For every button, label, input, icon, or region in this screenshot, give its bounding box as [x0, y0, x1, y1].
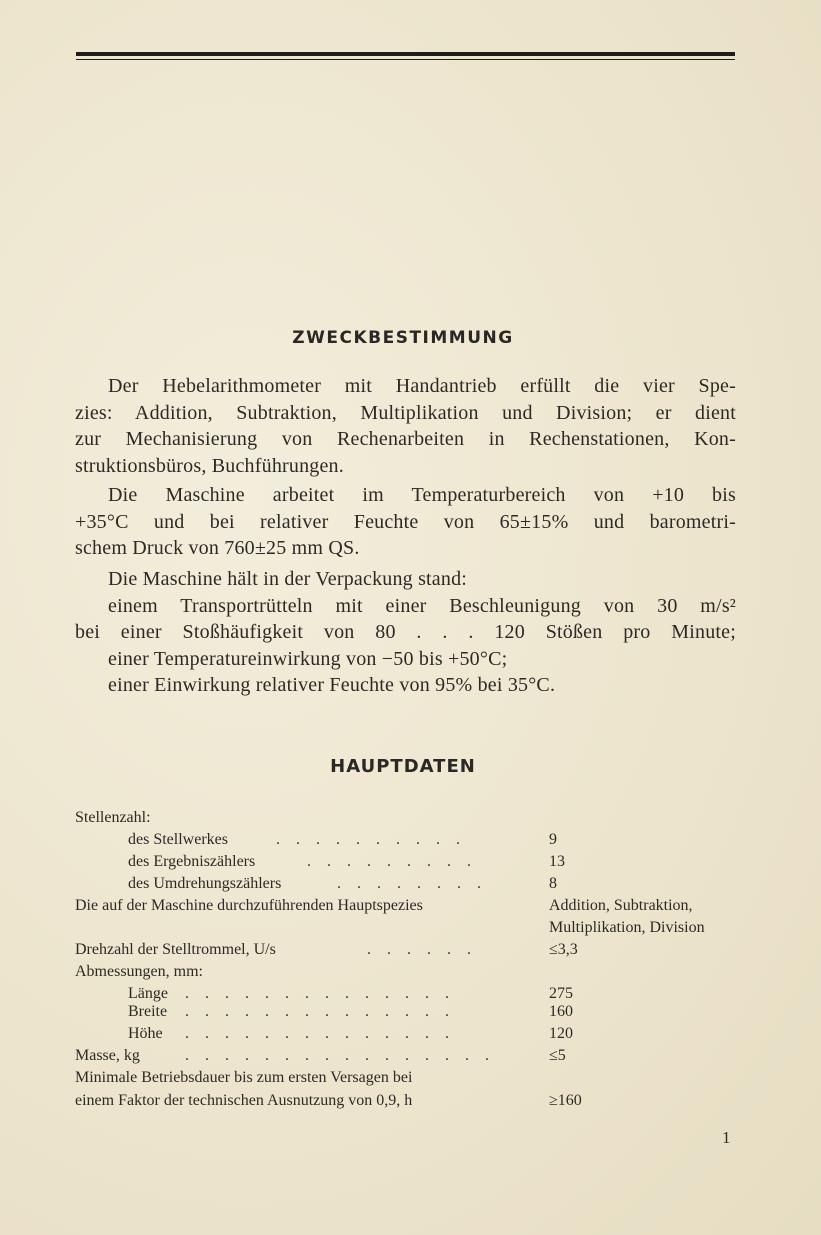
text-line: Die Maschine hält in der Verpackung stand: — [108, 568, 468, 590]
row-value: 9 — [549, 831, 557, 848]
leader-dots: . . . . . . . . . . . . . . — [185, 1025, 455, 1042]
row-value: 13 — [549, 853, 565, 870]
row-label: Drehzahl der Stelltrommel, U/s — [75, 941, 276, 958]
leader-dots: . . . . . . — [367, 941, 477, 958]
row-label: Abmessungen, mm: — [75, 963, 203, 980]
paragraph-purpose — [75, 373, 736, 479]
row-label: Höhe — [128, 1025, 163, 1042]
row-label: Masse, kg — [75, 1047, 140, 1064]
row-label: Stellenzahl: — [75, 809, 151, 826]
text-line: Der Hebelarithmometer mit Handantrieb erfüllt die vier Spe- — [108, 375, 736, 397]
leader-dots: . . . . . . . . . . . . . . — [185, 985, 455, 1002]
row-value: ≥160 — [549, 1092, 582, 1109]
row-label: Länge — [128, 985, 168, 1002]
text-line: +35°C und bei relativer Feuchte von 65±15% und barometri- — [75, 510, 736, 533]
row-label: einem Faktor der technischen Ausnutzung von 0,9, h — [75, 1092, 413, 1109]
leader-dots: . . . . . . . . . . . . . . — [185, 1003, 455, 1020]
leader-dots: . . . . . . . . . . — [276, 831, 466, 848]
page-number: 1 — [722, 1128, 731, 1147]
row-label: des Umdrehungszählers — [128, 875, 282, 892]
text-line: einer Temperatureinwirkung von −50 bis +50°C; — [108, 647, 508, 670]
row-value: 160 — [549, 1003, 573, 1020]
section-title-zweckbestimmung: ZWECKBESTIMMUNG — [292, 328, 514, 348]
text-line: bei einer Stoßhäufigkeit von 80 . . . 120 Stößen pro Minute; — [75, 621, 736, 643]
text-line: Die Maschine arbeitet im Temperaturbereich von +10 bis — [108, 484, 736, 506]
paragraph-operating-conditions — [75, 482, 736, 562]
row-label: des Stellwerkes — [128, 831, 228, 848]
text-line: schem Druck von 760±25 mm QS. — [75, 537, 360, 559]
section-title-hauptdaten: HAUPTDATEN — [330, 756, 476, 777]
top-rule-thick — [76, 52, 735, 56]
row-value: 120 — [549, 1025, 573, 1042]
row-value: 8 — [549, 875, 557, 892]
leader-dots: . . . . . . . . — [337, 875, 487, 892]
leader-dots: . . . . . . . . . — [307, 853, 477, 870]
row-label: Die auf der Maschine durchzuführenden Hauptspezies — [75, 897, 423, 914]
row-label: des Ergebniszählers — [128, 853, 256, 870]
row-value: ≤5 — [549, 1047, 566, 1064]
text-line: zies: Addition, Subtraktion, Multiplikation und Division; er dient — [75, 401, 736, 424]
row-value: 275 — [549, 985, 573, 1002]
text-line: einer Einwirkung relativer Feuchte von 95% bei 35°C. — [108, 674, 556, 696]
row-value: Multiplikation, Division — [549, 919, 705, 936]
text-line: einem Transportrütteln mit einer Beschleunigung von 30 m/s² — [108, 594, 736, 617]
row-label: Breite — [128, 1003, 168, 1020]
row-value: ≤3,3 — [549, 941, 578, 958]
row-value: Addition, Subtraktion, — [549, 897, 693, 914]
top-rule-thin — [76, 59, 735, 60]
text-line: struktionsbüros, Buchführungen. — [75, 454, 344, 477]
text-line: zur Mechanisierung von Rechenarbeiten in Rechenstationen, Kon- — [75, 428, 736, 450]
paragraph-packaging-resistance — [75, 566, 736, 699]
leader-dots: . . . . . . . . . . . . . . . . — [185, 1047, 495, 1064]
row-label: Minimale Betriebsdauer bis zum ersten Versagen bei — [75, 1069, 413, 1086]
